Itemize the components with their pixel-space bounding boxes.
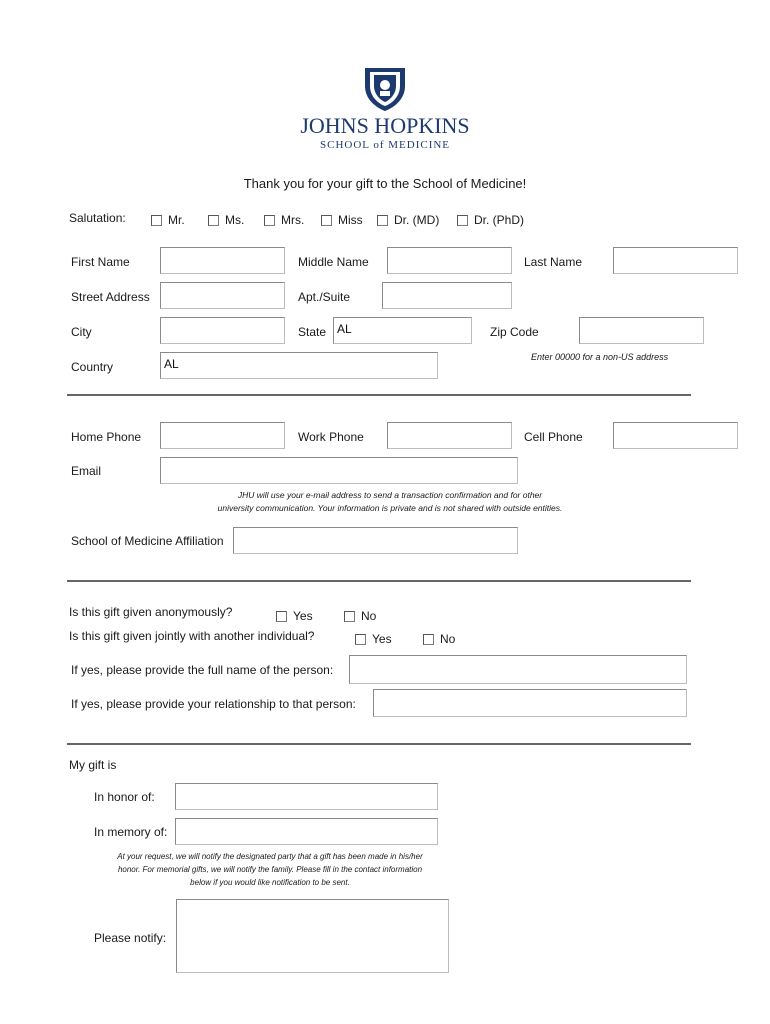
salutation-dr-phd-checkbox[interactable] [457, 213, 524, 227]
cell-phone-field[interactable] [613, 422, 738, 449]
option-label: Ms. [225, 213, 245, 227]
in-honor-of-label: In honor of: [94, 790, 155, 804]
jhu-shield-logo [363, 64, 407, 112]
option-label: Yes [372, 632, 392, 646]
salutation-mr-checkbox[interactable] [151, 213, 185, 227]
middle-name-field[interactable] [387, 247, 512, 274]
salutation-mrs-checkbox[interactable] [264, 213, 304, 227]
relationship-field[interactable] [373, 689, 687, 717]
state-field[interactable]: AL [333, 317, 472, 344]
joint-full-name-label: If yes, please provide the full name of the person: [71, 663, 334, 677]
in-honor-of-field[interactable] [175, 783, 438, 810]
email-field[interactable] [160, 457, 518, 484]
checkbox-box[interactable] [423, 634, 434, 645]
notification-note-line: honor. For memorial gifts, we will notify the family. Please fill in the contact information [117, 865, 423, 874]
checkbox-box[interactable] [344, 611, 355, 622]
checkbox-box[interactable] [264, 215, 275, 226]
work-phone-label: Work Phone [298, 430, 364, 444]
street-address-label: Street Address [71, 290, 150, 304]
salutation-label: Salutation: [69, 211, 126, 225]
anonymous-question: Is this gift given anonymously? [69, 605, 233, 619]
last-name-field[interactable] [613, 247, 738, 274]
checkbox-box[interactable] [151, 215, 162, 226]
checkbox-box[interactable] [321, 215, 332, 226]
relationship-label: If yes, please provide your relationship to that person: [71, 697, 356, 711]
logo-school-line: SCHOOL of MEDICINE [319, 139, 451, 151]
joint-yes-checkbox[interactable] [355, 632, 392, 646]
in-memory-of-field[interactable] [175, 818, 438, 845]
notification-note-line: below if you would like notification to be sent. [190, 878, 350, 887]
email-note-line: JHU will use your e-mail address to send a transaction confirmation and for other [237, 490, 543, 500]
joint-gift-question: Is this gift given jointly with another individual? [69, 629, 315, 643]
option-label: No [361, 609, 377, 623]
checkbox-box[interactable] [208, 215, 219, 226]
first-name-field[interactable] [160, 247, 285, 274]
affiliation-field[interactable] [233, 527, 518, 554]
joint-no-checkbox[interactable] [423, 632, 455, 646]
first-name-label: First Name [71, 255, 130, 269]
email-note-line: university communication. Your information is private and is not shared with outside entities. [217, 503, 563, 513]
city-label: City [71, 325, 92, 339]
last-name-label: Last Name [524, 255, 583, 269]
option-label: Mrs. [281, 213, 305, 227]
salutation-ms-checkbox[interactable] [208, 213, 244, 227]
checkbox-box[interactable] [355, 634, 366, 645]
checkbox-box[interactable] [276, 611, 287, 622]
please-notify-field[interactable] [176, 899, 449, 973]
zip-code-note: Enter 00000 for a non-US address [531, 352, 669, 362]
state-label: State [298, 325, 327, 339]
work-phone-field[interactable] [387, 422, 512, 449]
notification-note-line: At your request, we will notify the designated party that a gift has been made in his/her [117, 852, 423, 861]
anonymous-yes-checkbox[interactable] [276, 609, 313, 623]
country-field[interactable]: AL [160, 352, 438, 379]
checkbox-box[interactable] [377, 215, 388, 226]
cell-phone-label: Cell Phone [524, 430, 583, 444]
home-phone-label: Home Phone [71, 430, 142, 444]
section-divider [67, 580, 691, 582]
apt-suite-field[interactable] [382, 282, 512, 309]
street-address-field[interactable] [160, 282, 285, 309]
anonymous-no-checkbox[interactable] [344, 609, 376, 623]
page-title: Thank you for your gift to the School of Medicine! [243, 176, 527, 191]
please-notify-label: Please notify: [94, 931, 167, 945]
affiliation-label: School of Medicine Affiliation [71, 534, 224, 548]
option-label: Miss [338, 213, 363, 227]
option-label: No [440, 632, 456, 646]
salutation-miss-checkbox[interactable] [321, 213, 363, 227]
option-label: Mr. [168, 213, 185, 227]
home-phone-field[interactable] [160, 422, 285, 449]
country-label: Country [71, 360, 114, 374]
email-privacy-note [100, 489, 680, 515]
apt-suite-label: Apt./Suite [298, 290, 351, 304]
checkbox-box[interactable] [457, 215, 468, 226]
zip-code-field[interactable] [579, 317, 704, 344]
section-divider [67, 394, 691, 396]
option-label: Dr. (MD) [394, 213, 440, 227]
option-label: Yes [293, 609, 313, 623]
my-gift-heading: My gift is [69, 758, 117, 772]
zip-code-label: Zip Code [490, 325, 539, 339]
option-label: Dr. (PhD) [474, 213, 525, 227]
middle-name-label: Middle Name [298, 255, 369, 269]
joint-full-name-field[interactable] [349, 655, 687, 684]
salutation-dr-md-checkbox[interactable] [377, 213, 439, 227]
in-memory-of-label: In memory of: [94, 825, 168, 839]
city-field[interactable] [160, 317, 285, 344]
email-label: Email [71, 464, 102, 478]
logo-wordmark: JOHNS HOPKINS [300, 113, 470, 138]
notification-note [70, 850, 470, 889]
section-divider [67, 743, 691, 745]
